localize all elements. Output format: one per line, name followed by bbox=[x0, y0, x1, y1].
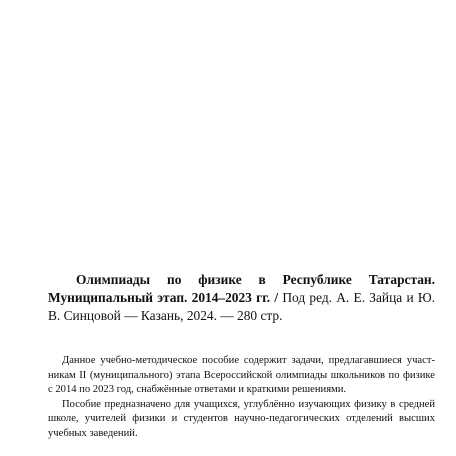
book-title: Олимпиады по физике в Республике Татарстан. Муниципальный этап. 2014–2023 гг. / bbox=[48, 272, 435, 306]
book-abstract bbox=[48, 354, 435, 442]
bibliographic-citation bbox=[48, 271, 435, 326]
abstract-paragraph-2: Пособие предназначено для учащихся, углублённо изучающих физику в средней школе, учителей физики и студентов научно-педагогических отделений высших учебных заведений. bbox=[48, 398, 435, 439]
book-publication-details: Под ред. А. Е. Зайца и Ю. В. Синцовой — Казань, 2024. — 280 стр. bbox=[48, 290, 435, 324]
abstract-paragraph-1: Данное учебно-методическое пособие содержит задачи, предлагавшиеся участникам II (муниципального) этапа Всероссийской олимпиады школьников по физике с 2014 по 2023 год, снабжённые ответами и краткими решениями. bbox=[48, 355, 435, 396]
